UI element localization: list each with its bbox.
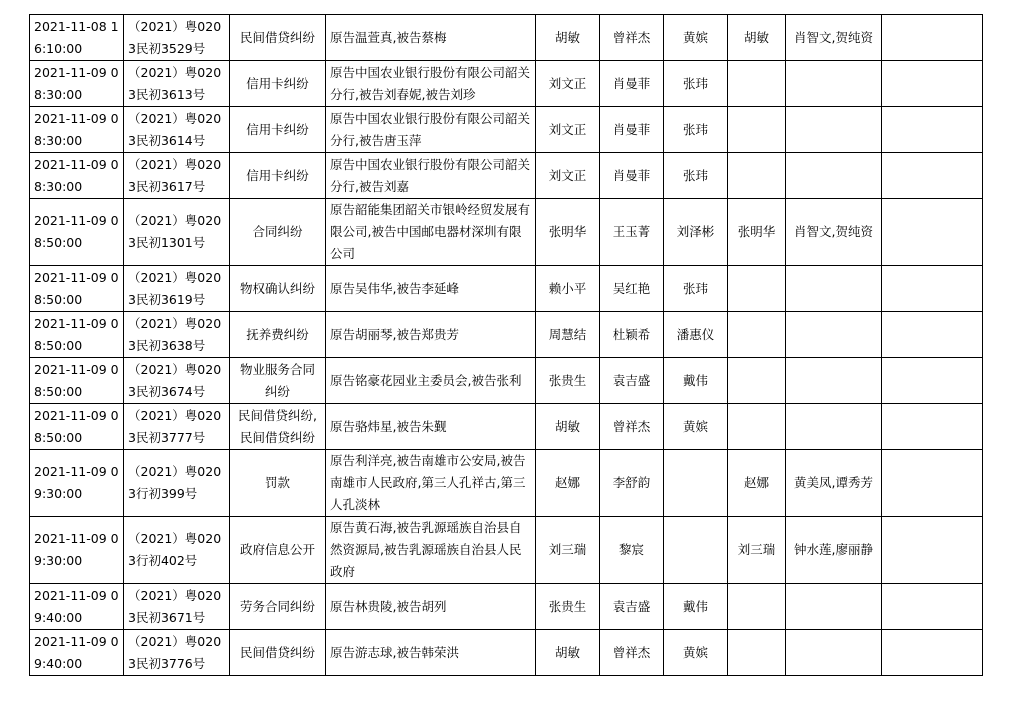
table-row xyxy=(30,450,983,517)
table-row xyxy=(30,199,983,266)
note-cell xyxy=(882,199,983,266)
assistant-cell: 曾祥杰 xyxy=(600,630,664,676)
judge-cell: 周慧结 xyxy=(536,312,600,358)
presiding-judge-cell: 胡敏 xyxy=(728,15,786,61)
hearing-datetime-cell: 2021-11-08 16:10:00 xyxy=(30,15,124,61)
assistant-cell: 曾祥杰 xyxy=(600,15,664,61)
case-number-cell: （2021）粤0203民初1301号 xyxy=(124,199,230,266)
clerk-cell: 潘惠仪 xyxy=(664,312,728,358)
hearing-datetime-cell: 2021-11-09 08:30:00 xyxy=(30,153,124,199)
hearing-datetime-cell: 2021-11-09 09:40:00 xyxy=(30,630,124,676)
jurors-cell: 钟水莲,廖丽静 xyxy=(786,517,882,584)
table-row xyxy=(30,312,983,358)
hearing-datetime-cell: 2021-11-09 08:30:00 xyxy=(30,107,124,153)
note-cell xyxy=(882,630,983,676)
case-parties-cell: 原告黄石海,被告乳源瑶族自治县自然资源局,被告乳源瑶族自治县人民政府 xyxy=(326,517,536,584)
judge-cell: 胡敏 xyxy=(536,630,600,676)
case-cause-cell: 民间借贷纠纷 xyxy=(230,15,326,61)
case-number-cell: （2021）粤0203行初399号 xyxy=(124,450,230,517)
note-cell xyxy=(882,404,983,450)
judge-cell: 张贵生 xyxy=(536,584,600,630)
note-cell xyxy=(882,107,983,153)
assistant-cell: 杜颖希 xyxy=(600,312,664,358)
table-row xyxy=(30,358,983,404)
clerk-cell: 黄嫔 xyxy=(664,15,728,61)
case-cause-cell: 物权确认纠纷 xyxy=(230,266,326,312)
judge-cell: 赵娜 xyxy=(536,450,600,517)
jurors-cell xyxy=(786,358,882,404)
judge-cell: 胡敏 xyxy=(536,15,600,61)
case-number-cell: （2021）粤0203民初3638号 xyxy=(124,312,230,358)
case-cause-cell: 罚款 xyxy=(230,450,326,517)
hearing-datetime-cell: 2021-11-09 08:50:00 xyxy=(30,266,124,312)
jurors-cell xyxy=(786,107,882,153)
hearing-datetime-cell: 2021-11-09 09:30:00 xyxy=(30,450,124,517)
clerk-cell: 戴伟 xyxy=(664,358,728,404)
case-parties-cell: 原告骆炜星,被告朱觐 xyxy=(326,404,536,450)
case-number-cell: （2021）粤0203民初3674号 xyxy=(124,358,230,404)
case-number-cell: （2021）粤0203民初3619号 xyxy=(124,266,230,312)
jurors-cell xyxy=(786,153,882,199)
case-cause-cell: 信用卡纠纷 xyxy=(230,107,326,153)
clerk-cell: 黄嫔 xyxy=(664,404,728,450)
presiding-judge-cell xyxy=(728,107,786,153)
note-cell xyxy=(882,266,983,312)
presiding-judge-cell xyxy=(728,153,786,199)
jurors-cell xyxy=(786,61,882,107)
note-cell xyxy=(882,358,983,404)
clerk-cell: 张玮 xyxy=(664,61,728,107)
case-parties-cell: 原告韶能集团韶关市银岭经贸发展有限公司,被告中国邮电器材深圳有限公司 xyxy=(326,199,536,266)
note-cell xyxy=(882,61,983,107)
hearing-datetime-cell: 2021-11-09 08:50:00 xyxy=(30,358,124,404)
presiding-judge-cell xyxy=(728,312,786,358)
table-row xyxy=(30,266,983,312)
assistant-cell: 肖曼菲 xyxy=(600,61,664,107)
presiding-judge-cell: 张明华 xyxy=(728,199,786,266)
judge-cell: 胡敏 xyxy=(536,404,600,450)
clerk-cell: 张玮 xyxy=(664,266,728,312)
presiding-judge-cell xyxy=(728,61,786,107)
case-cause-cell: 物业服务合同纠纷 xyxy=(230,358,326,404)
clerk-cell: 张玮 xyxy=(664,107,728,153)
clerk-cell: 黄嫔 xyxy=(664,630,728,676)
assistant-cell: 黎宸 xyxy=(600,517,664,584)
hearing-schedule-table xyxy=(29,14,983,676)
case-number-cell: （2021）粤0203行初402号 xyxy=(124,517,230,584)
judge-cell: 刘文正 xyxy=(536,107,600,153)
case-number-cell: （2021）粤0203民初3617号 xyxy=(124,153,230,199)
note-cell xyxy=(882,15,983,61)
hearing-datetime-cell: 2021-11-09 09:30:00 xyxy=(30,517,124,584)
jurors-cell xyxy=(786,584,882,630)
case-cause-cell: 合同纠纷 xyxy=(230,199,326,266)
case-number-cell: （2021）粤0203民初3777号 xyxy=(124,404,230,450)
judge-cell: 赖小平 xyxy=(536,266,600,312)
clerk-cell: 戴伟 xyxy=(664,584,728,630)
clerk-cell: 刘泽彬 xyxy=(664,199,728,266)
case-number-cell: （2021）粤0203民初3613号 xyxy=(124,61,230,107)
case-parties-cell: 原告中国农业银行股份有限公司韶关分行,被告刘春妮,被告刘珍 xyxy=(326,61,536,107)
table-row xyxy=(30,404,983,450)
jurors-cell xyxy=(786,630,882,676)
note-cell xyxy=(882,584,983,630)
judge-cell: 刘文正 xyxy=(536,61,600,107)
case-cause-cell: 民间借贷纠纷,民间借贷纠纷 xyxy=(230,404,326,450)
judge-cell: 张明华 xyxy=(536,199,600,266)
case-parties-cell: 原告中国农业银行股份有限公司韶关分行,被告刘嘉 xyxy=(326,153,536,199)
presiding-judge-cell xyxy=(728,404,786,450)
table-row xyxy=(30,153,983,199)
case-parties-cell: 原告林贵陵,被告胡列 xyxy=(326,584,536,630)
table-row xyxy=(30,630,983,676)
hearing-datetime-cell: 2021-11-09 08:50:00 xyxy=(30,199,124,266)
jurors-cell xyxy=(786,266,882,312)
assistant-cell: 肖曼菲 xyxy=(600,107,664,153)
judge-cell: 张贵生 xyxy=(536,358,600,404)
table-row xyxy=(30,517,983,584)
note-cell xyxy=(882,312,983,358)
hearing-datetime-cell: 2021-11-09 08:50:00 xyxy=(30,312,124,358)
jurors-cell: 肖智文,贺纯资 xyxy=(786,199,882,266)
jurors-cell: 黄美凤,谭秀芳 xyxy=(786,450,882,517)
case-parties-cell: 原告利洋亮,被告南雄市公安局,被告南雄市人民政府,第三人孔祥古,第三人孔淡林 xyxy=(326,450,536,517)
jurors-cell xyxy=(786,404,882,450)
clerk-cell xyxy=(664,450,728,517)
case-parties-cell: 原告吴伟华,被告李延峰 xyxy=(326,266,536,312)
presiding-judge-cell xyxy=(728,358,786,404)
assistant-cell: 袁吉盛 xyxy=(600,584,664,630)
case-parties-cell: 原告胡丽琴,被告郑贵芳 xyxy=(326,312,536,358)
case-number-cell: （2021）粤0203民初3776号 xyxy=(124,630,230,676)
case-parties-cell: 原告铭豪花园业主委员会,被告张利 xyxy=(326,358,536,404)
assistant-cell: 吴红艳 xyxy=(600,266,664,312)
case-number-cell: （2021）粤0203民初3671号 xyxy=(124,584,230,630)
presiding-judge-cell: 赵娜 xyxy=(728,450,786,517)
note-cell xyxy=(882,517,983,584)
assistant-cell: 曾祥杰 xyxy=(600,404,664,450)
judge-cell: 刘文正 xyxy=(536,153,600,199)
note-cell xyxy=(882,450,983,517)
clerk-cell xyxy=(664,517,728,584)
presiding-judge-cell xyxy=(728,584,786,630)
assistant-cell: 肖曼菲 xyxy=(600,153,664,199)
case-cause-cell: 信用卡纠纷 xyxy=(230,153,326,199)
assistant-cell: 李舒韵 xyxy=(600,450,664,517)
note-cell xyxy=(882,153,983,199)
assistant-cell: 袁吉盛 xyxy=(600,358,664,404)
jurors-cell xyxy=(786,312,882,358)
hearing-datetime-cell: 2021-11-09 08:50:00 xyxy=(30,404,124,450)
case-cause-cell: 抚养费纠纷 xyxy=(230,312,326,358)
table-row xyxy=(30,61,983,107)
presiding-judge-cell: 刘三瑞 xyxy=(728,517,786,584)
clerk-cell: 张玮 xyxy=(664,153,728,199)
case-parties-cell: 原告温萱真,被告蔡梅 xyxy=(326,15,536,61)
case-cause-cell: 民间借贷纠纷 xyxy=(230,630,326,676)
presiding-judge-cell xyxy=(728,630,786,676)
case-parties-cell: 原告游志球,被告韩荣洪 xyxy=(326,630,536,676)
judge-cell: 刘三瑞 xyxy=(536,517,600,584)
case-number-cell: （2021）粤0203民初3614号 xyxy=(124,107,230,153)
case-cause-cell: 政府信息公开 xyxy=(230,517,326,584)
table-row xyxy=(30,15,983,61)
hearing-datetime-cell: 2021-11-09 09:40:00 xyxy=(30,584,124,630)
table-row xyxy=(30,107,983,153)
jurors-cell: 肖智文,贺纯资 xyxy=(786,15,882,61)
assistant-cell: 王玉菁 xyxy=(600,199,664,266)
case-cause-cell: 信用卡纠纷 xyxy=(230,61,326,107)
table-row xyxy=(30,584,983,630)
presiding-judge-cell xyxy=(728,266,786,312)
case-cause-cell: 劳务合同纠纷 xyxy=(230,584,326,630)
case-number-cell: （2021）粤0203民初3529号 xyxy=(124,15,230,61)
hearing-datetime-cell: 2021-11-09 08:30:00 xyxy=(30,61,124,107)
case-parties-cell: 原告中国农业银行股份有限公司韶关分行,被告唐玉萍 xyxy=(326,107,536,153)
